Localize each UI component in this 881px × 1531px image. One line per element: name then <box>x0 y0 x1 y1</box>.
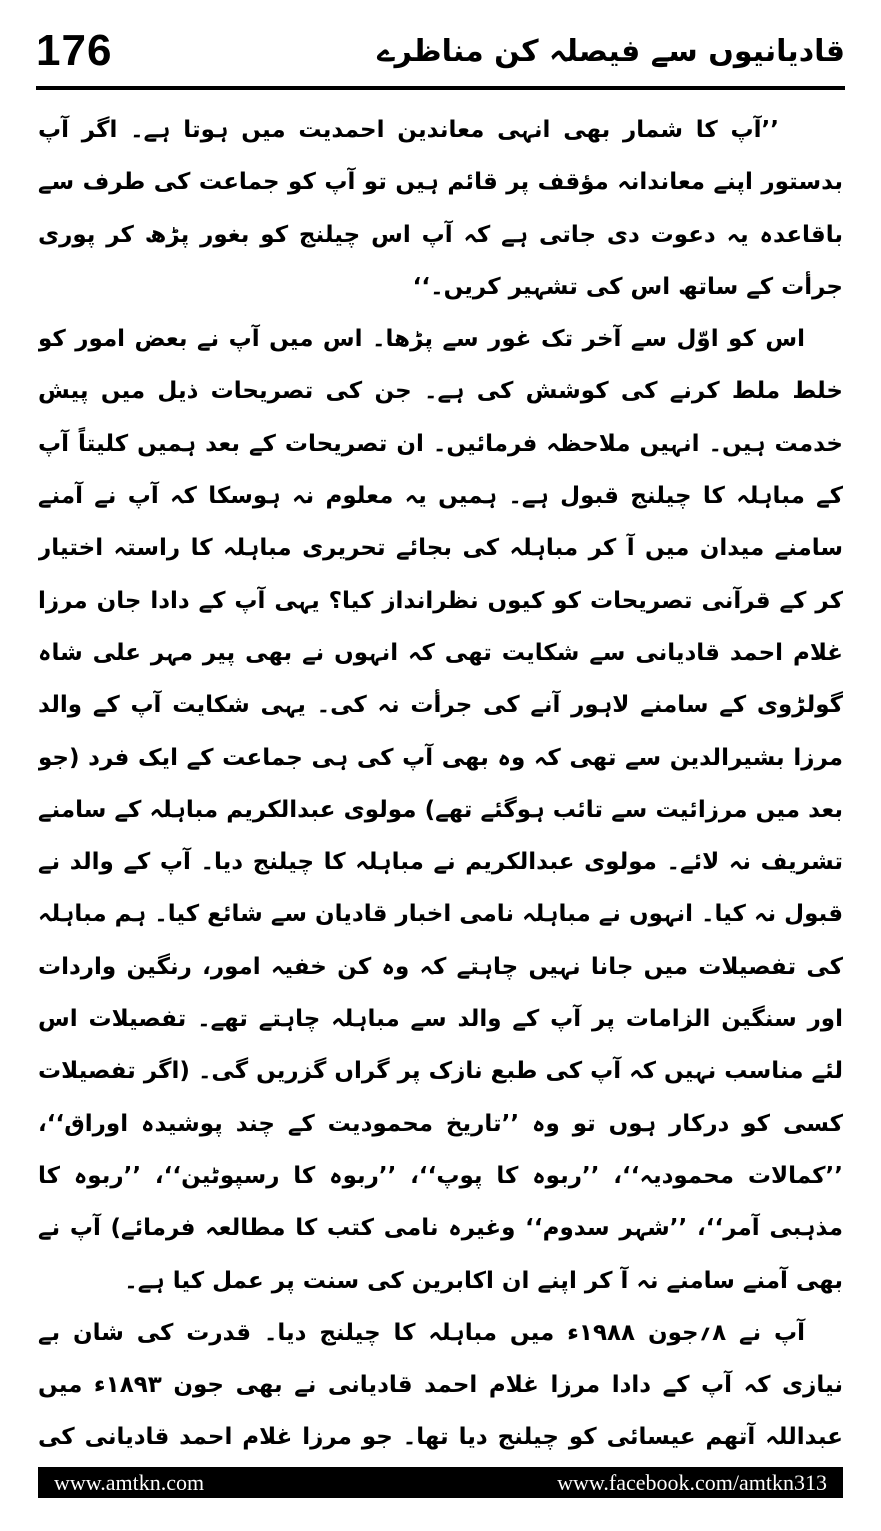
body-paragraph: آپ نے ۸؍جون ۱۹۸۸ء میں مباہلہ کا چیلنج دیا۔ قدرت کی شان بے نیازی کہ آپ کے دادا مرزا غلام احمد قادیانی نے بھی جون ۱۸۹۳ء میں عبداللہ آتھم عیسائی کو چیلنج دیا تھا۔ جو مرزا غلام احمد قادیانی کی <box>38 1319 843 1451</box>
website-link[interactable]: www.amtkn.com <box>54 1469 205 1495</box>
book-title: قادیانیوں سے فیصلہ کن مناظرے <box>377 33 845 69</box>
quote-paragraph: ’’آپ کا شمار بھی انہی معاندین احمدیت میں ہوتا ہے۔ اگر آپ بدستور اپنے معاندانہ مؤقف پر قائم ہیں تو آپ کو جماعت کی طرف سے باقاعدہ یہ دعوت دی جاتی ہے کہ آپ اس چیلنج کو بغور پڑھ کر پوری جرأت کے ساتھ اس کی تشہیر کریں۔‘‘ <box>38 117 843 300</box>
page-number: 176 <box>36 26 113 75</box>
facebook-link[interactable]: www.facebook.com/amtkn313 <box>557 1469 827 1495</box>
body-paragraph: اس کو اوّل سے آخر تک غور سے پڑھا۔ اس میں آپ نے بعض امور کو خلط ملط کرنے کی کوشش کی ہے۔ جن کی تصریحات ذیل میں پیش خدمت ہیں۔ انہیں ملاحظہ فرمائیں۔ ان تصریحات کے بعد ہمیں کلیتاً آپ کے مباہلہ کا چیلنج قبول ہے۔ ہمیں یہ معلوم نہ ہوسکا کہ آپ نے آمنے سامنے میدان میں آ کر مباہلہ کی بجائے تحریری مباہلہ کا راستہ اختیار کر کے قرآنی تصریحات کو کیوں نظرانداز کیا؟ یہی آپ کے دادا جان مرزا غلام احمد قادیانی سے شکایت تھی کہ انہوں نے بھی پیر مہر علی شاہ گولڑوی کے سامنے لاہور آنے کی جرأت نہ کی۔ یہی شکایت آپ کے والد مرزا بشیرالدین سے تھی کہ وہ بھی آپ کی ہی جماعت کے ایک فرد (جو بعد میں مرزائیت سے تائب ہوگئے تھے) مولوی عبدالکریم مباہلہ کے سامنے تشریف نہ لائے۔ مولوی عبدالکریم نے مباہلہ کا چیلنج دیا۔ آپ کے والد نے قبول نہ کیا۔ انہوں نے مباہلہ نامی اخبار قادیان سے شائع کیا۔ ہم مباہلہ کی تفصیلات میں جانا نہیں چاہتے کہ وہ کن خفیہ امور، رنگین واردات اور سنگین الزامات پر آپ کے والد سے مباہلہ چاہتے تھے۔ تفصیلات اس لئے مناسب نہیں کہ آپ کی طبع نازک پر گراں گزریں گی۔ (اگر تفصیلات کسی کو درکار ہوں تو وہ ’’تاریخ محمودیت کے چند پوشیدہ اوراق‘‘، ’’کمالات محمودیہ‘‘، ’’ربوہ کا پوپ‘‘، ’’ربوہ کا رسپوٹین‘‘، ’’ربوہ کا مذہبی آمر‘‘، ’’شہر سدوم‘‘ وغیرہ نامی کتب کا مطالعہ فرمائے) آپ نے بھی آمنے سامنے نہ آ کر اپنے ان اکابرین کی سنت پر عمل کیا ہے۔ <box>38 326 843 1294</box>
page-header <box>36 18 845 84</box>
header-divider <box>36 86 845 90</box>
page-body <box>38 104 843 1451</box>
page-footer <box>38 1467 843 1498</box>
